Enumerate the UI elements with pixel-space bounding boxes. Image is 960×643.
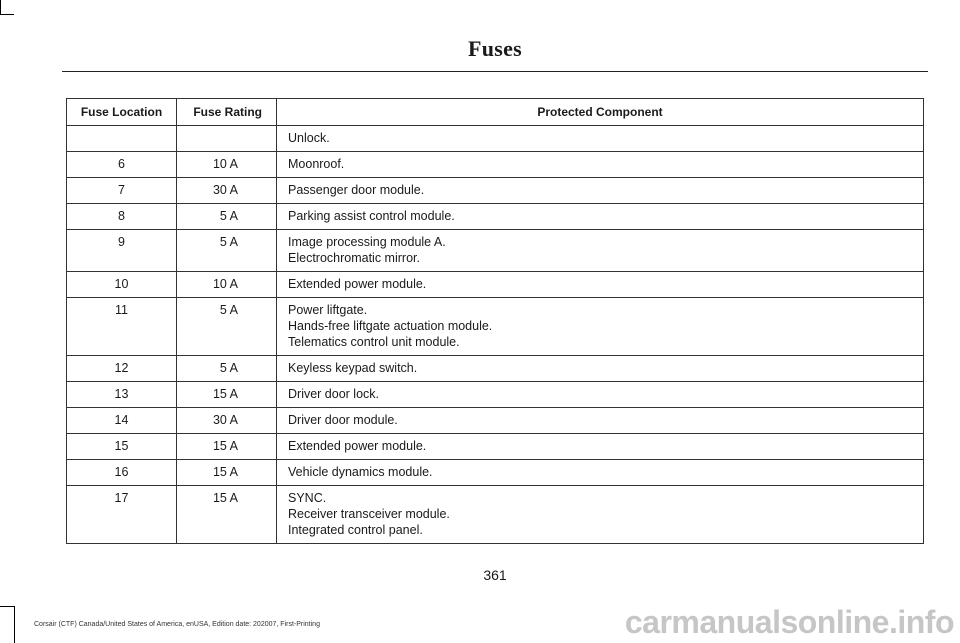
crop-mark xyxy=(0,14,14,15)
fuse-location-cell: 12 xyxy=(67,356,177,382)
fuse-rating-cell: 15 A xyxy=(177,382,277,408)
crop-mark xyxy=(0,606,14,607)
table-row xyxy=(67,272,924,298)
component-line: Driver door module. xyxy=(288,413,398,427)
component-line: Image processing module A. xyxy=(288,235,446,249)
protected-component-cell xyxy=(277,434,924,460)
table-row xyxy=(67,408,924,434)
title-divider xyxy=(62,71,928,72)
crop-mark xyxy=(0,0,1,14)
crop-mark xyxy=(14,606,15,643)
fuse-location-cell: 9 xyxy=(67,230,177,272)
page-title: Fuses xyxy=(467,36,523,61)
fuse-rating-cell: 15 A xyxy=(177,460,277,486)
fuse-rating-cell: 10 A xyxy=(177,152,277,178)
protected-component-cell xyxy=(277,486,924,544)
protected-component-cell xyxy=(277,272,924,298)
protected-component-cell xyxy=(277,460,924,486)
fuse-table-body xyxy=(67,126,924,544)
component-line: Telematics control unit module. xyxy=(288,335,460,349)
component-line: Extended power module. xyxy=(288,439,427,453)
table-row xyxy=(67,460,924,486)
component-line: Power liftgate. xyxy=(288,303,368,317)
component-line: Driver door lock. xyxy=(288,387,379,401)
page-number: 361 xyxy=(483,567,507,583)
component-line: Passenger door module. xyxy=(288,183,425,197)
fuse-location-cell: 7 xyxy=(67,178,177,204)
fuse-rating-cell: 5 A xyxy=(177,230,277,272)
table-row xyxy=(67,298,924,356)
table-header-row xyxy=(67,99,924,126)
table-row xyxy=(67,152,924,178)
footer-edition-text: Corsair (CTF) Canada/United States of America, enUSA, Edition date: 202007, First-Printing xyxy=(34,621,320,628)
table-row xyxy=(67,486,924,544)
fuse-rating-cell: 15 A xyxy=(177,486,277,544)
fuse-location-cell: 15 xyxy=(67,434,177,460)
fuse-rating-cell: 5 A xyxy=(177,356,277,382)
table-row xyxy=(67,382,924,408)
protected-component-cell xyxy=(277,204,924,230)
column-header-fuse-location: Fuse Location xyxy=(67,99,177,126)
table-row xyxy=(67,204,924,230)
component-line: SYNC. xyxy=(288,491,327,505)
fuse-rating-cell: 15 A xyxy=(177,434,277,460)
fuse-location-cell: 10 xyxy=(67,272,177,298)
protected-component-cell xyxy=(277,356,924,382)
component-line: Hands-free liftgate actuation module. xyxy=(288,319,493,333)
fuse-rating-cell: 30 A xyxy=(177,178,277,204)
protected-component-cell xyxy=(277,298,924,356)
fuse-location-cell: 6 xyxy=(67,152,177,178)
fuse-location-cell xyxy=(67,126,177,152)
fuse-rating-cell: 5 A xyxy=(177,298,277,356)
fuse-rating-cell: 5 A xyxy=(177,204,277,230)
protected-component-cell xyxy=(277,408,924,434)
fuse-location-cell: 14 xyxy=(67,408,177,434)
table-row xyxy=(67,434,924,460)
fuse-location-cell: 8 xyxy=(67,204,177,230)
component-line: Electrochromatic mirror. xyxy=(288,251,420,265)
protected-component-cell xyxy=(277,382,924,408)
protected-component-cell xyxy=(277,126,924,152)
component-line: Moonroof. xyxy=(288,157,345,171)
component-line: Extended power module. xyxy=(288,277,427,291)
table-row xyxy=(67,356,924,382)
fuse-location-cell: 17 xyxy=(67,486,177,544)
table-row xyxy=(67,126,924,152)
fuse-rating-cell: 10 A xyxy=(177,272,277,298)
table-row xyxy=(67,230,924,272)
fuse-table xyxy=(66,98,924,544)
column-header-fuse-rating: Fuse Rating xyxy=(177,99,277,126)
fuse-location-cell: 13 xyxy=(67,382,177,408)
component-line: Vehicle dynamics module. xyxy=(288,465,433,479)
component-line: Parking assist control module. xyxy=(288,209,455,223)
component-line: Unlock. xyxy=(288,131,330,145)
fuse-location-cell: 16 xyxy=(67,460,177,486)
fuse-rating-cell: 30 A xyxy=(177,408,277,434)
fuse-rating-cell xyxy=(177,126,277,152)
watermark-logo: carmanualsonline.info xyxy=(624,604,954,640)
table-row xyxy=(67,178,924,204)
protected-component-cell xyxy=(277,152,924,178)
fuse-location-cell: 11 xyxy=(67,298,177,356)
column-header-protected-component: Protected Component xyxy=(277,99,924,126)
component-line: Keyless keypad switch. xyxy=(288,361,418,375)
protected-component-cell xyxy=(277,230,924,272)
protected-component-cell xyxy=(277,178,924,204)
component-line: Receiver transceiver module. xyxy=(288,507,450,521)
component-line: Integrated control panel. xyxy=(288,523,423,537)
